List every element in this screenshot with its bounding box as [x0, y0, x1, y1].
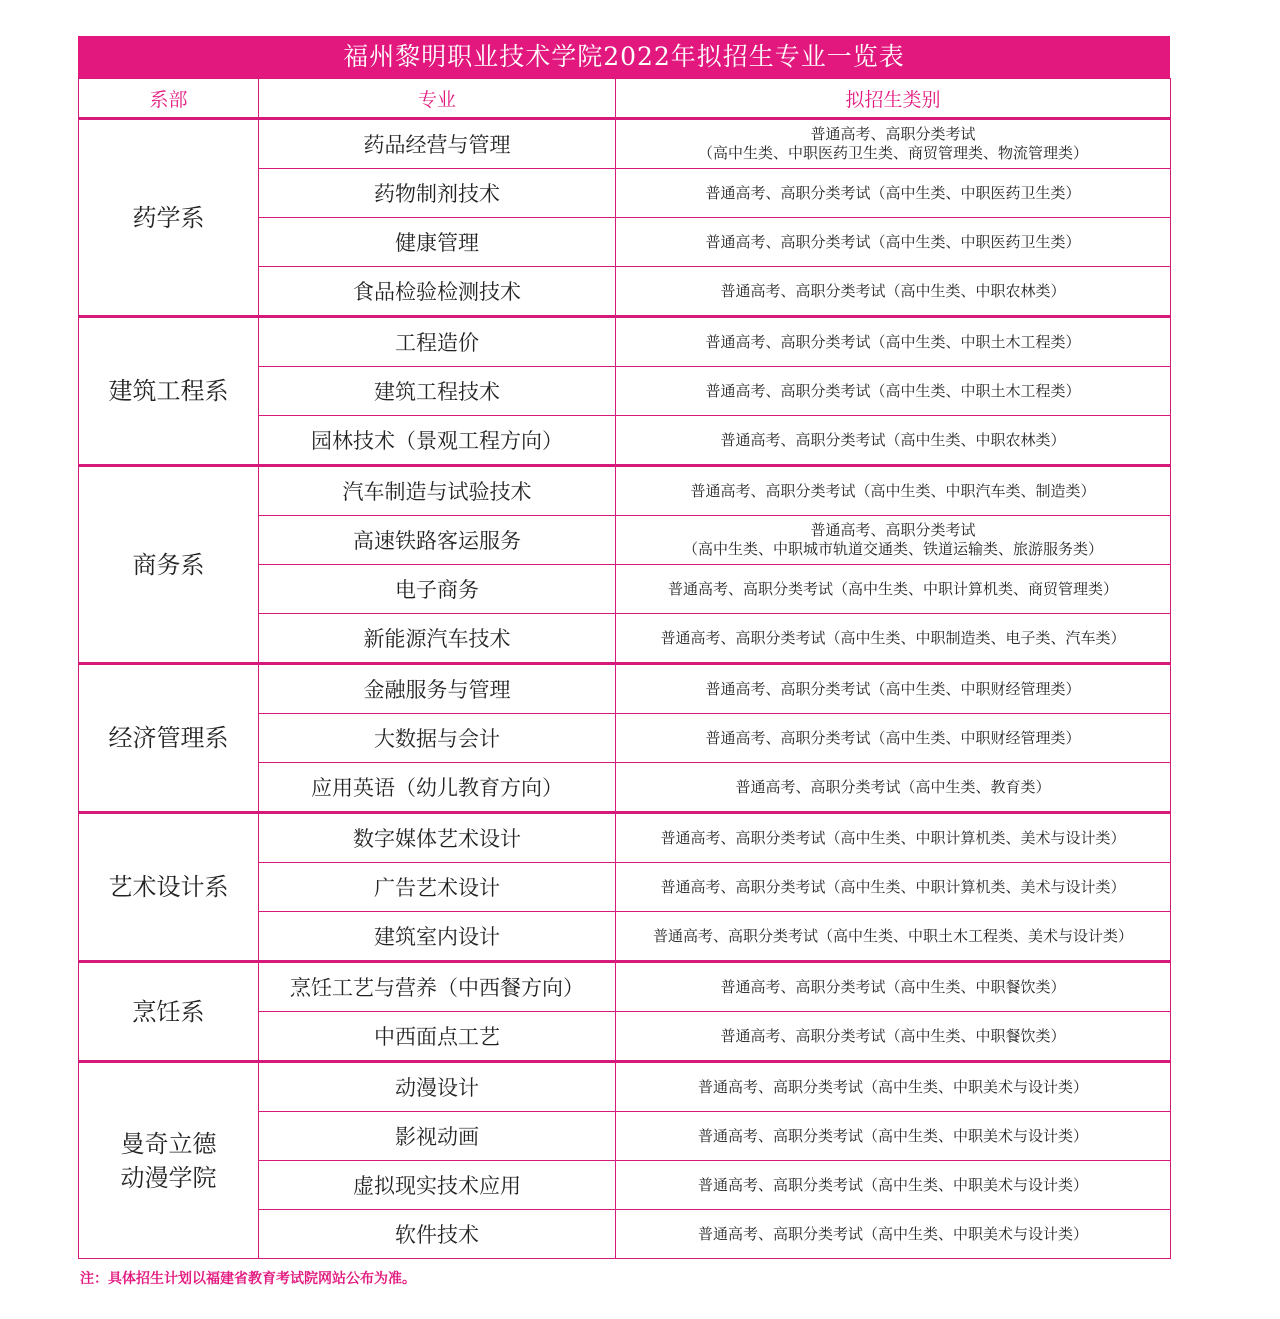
dept-name: 建筑工程系	[108, 377, 229, 405]
category-line: 普通高考、高职分类考试（高中生类、中职财经管理类）	[705, 728, 1081, 747]
category-line: 普通高考、高职分类考试（高中生类、中职美术与设计类）	[697, 1224, 1088, 1243]
category-line: 普通高考、高职分类考试（高中生类、中职餐饮类）	[720, 977, 1066, 996]
major-cell: 应用英语（幼儿教育方向）	[259, 763, 616, 813]
category-line: 普通高考、高职分类考试（高中生类、中职土木工程类）	[705, 332, 1081, 351]
category-cell	[616, 317, 1171, 367]
category-cell	[616, 466, 1171, 516]
category-line: 普通高考、高职分类考试（高中生类、中职汽车类、制造类）	[690, 481, 1096, 500]
table-row	[79, 962, 1171, 1012]
dept-cell	[79, 962, 259, 1062]
category-cell	[616, 1062, 1171, 1112]
category-cell	[616, 119, 1171, 169]
table-row	[79, 317, 1171, 367]
category-line: （高中生类、中职医药卫生类、商贸管理类、物流管理类）	[697, 144, 1088, 162]
category-cell	[616, 912, 1171, 962]
header-major: 专业	[259, 79, 616, 119]
category-cell	[616, 416, 1171, 466]
category-cell	[616, 1210, 1171, 1259]
dept-cell	[79, 1062, 259, 1259]
category-line: 普通高考、高职分类考试（高中生类、中职土木工程类、美术与设计类）	[652, 926, 1133, 945]
majors-table	[78, 78, 1171, 1259]
major-cell: 药品经营与管理	[259, 119, 616, 169]
category-cell	[616, 565, 1171, 614]
category-cell	[616, 367, 1171, 416]
category-line: 普通高考、高职分类考试	[810, 125, 976, 143]
category-cell	[616, 218, 1171, 267]
major-cell: 金融服务与管理	[259, 664, 616, 714]
dept-cell	[79, 119, 259, 317]
dept-name: 艺术设计系	[108, 873, 229, 901]
dept-cell	[79, 664, 259, 813]
category-cell	[616, 863, 1171, 912]
header-dept: 系部	[79, 79, 259, 119]
major-cell: 汽车制造与试验技术	[259, 466, 616, 516]
major-cell: 新能源汽车技术	[259, 614, 616, 664]
major-cell: 虚拟现实技术应用	[259, 1161, 616, 1210]
dept-name: 曼奇立德	[120, 1129, 217, 1158]
table-header-row	[79, 79, 1171, 119]
dept-name: 烹饪系	[132, 997, 205, 1026]
category-line: 普通高考、高职分类考试（高中生类、中职计算机类、美术与设计类）	[660, 828, 1126, 847]
category-line: 普通高考、高职分类考试（高中生类、中职土木工程类）	[705, 381, 1081, 400]
category-line: （高中生类、中职城市轨道交通类、铁道运输类、旅游服务类）	[682, 540, 1103, 558]
category-cell	[616, 1161, 1171, 1210]
category-cell	[616, 169, 1171, 218]
category-line: 普通高考、高职分类考试（高中生类、中职美术与设计类）	[697, 1175, 1088, 1194]
category-cell	[616, 763, 1171, 813]
major-cell: 建筑工程技术	[259, 367, 616, 416]
major-cell: 药物制剂技术	[259, 169, 616, 218]
major-cell: 动漫设计	[259, 1062, 616, 1112]
category-line: 普通高考、高职分类考试（高中生类、中职医药卫生类）	[705, 232, 1081, 251]
category-line: 普通高考、高职分类考试（高中生类、中职医药卫生类）	[705, 183, 1081, 202]
major-cell: 建筑室内设计	[259, 912, 616, 962]
dept-name: 动漫学院	[120, 1163, 217, 1192]
dept-cell	[79, 813, 259, 962]
category-line: 普通高考、高职分类考试（高中生类、中职美术与设计类）	[697, 1077, 1088, 1096]
category-line: 普通高考、高职分类考试（高中生类、中职计算机类、商贸管理类）	[667, 579, 1118, 598]
major-cell: 中西面点工艺	[259, 1012, 616, 1062]
category-line: 普通高考、高职分类考试（高中生类、中职农林类）	[720, 430, 1066, 449]
header-category: 拟招生类别	[616, 79, 1171, 119]
category-cell	[616, 267, 1171, 317]
category-cell	[616, 714, 1171, 763]
major-cell: 园林技术（景观工程方向）	[259, 416, 616, 466]
table-row	[79, 119, 1171, 169]
category-cell	[616, 813, 1171, 863]
major-cell: 高速铁路客运服务	[259, 516, 616, 565]
dept-name: 经济管理系	[108, 724, 229, 752]
dept-cell	[79, 317, 259, 466]
category-line: 普通高考、高职分类考试（高中生类、中职美术与设计类）	[697, 1126, 1088, 1145]
major-cell: 数字媒体艺术设计	[259, 813, 616, 863]
dept-cell	[79, 466, 259, 664]
table-row	[79, 664, 1171, 714]
major-cell: 影视动画	[259, 1112, 616, 1161]
category-cell	[616, 1112, 1171, 1161]
major-cell: 电子商务	[259, 565, 616, 614]
dept-name: 药学系	[132, 203, 205, 232]
major-cell: 工程造价	[259, 317, 616, 367]
category-line: 普通高考、高职分类考试	[810, 521, 976, 539]
major-cell: 食品检验检测技术	[259, 267, 616, 317]
category-cell	[616, 664, 1171, 714]
major-cell: 软件技术	[259, 1210, 616, 1259]
table-row	[79, 466, 1171, 516]
category-line: 普通高考、高职分类考试（高中生类、中职餐饮类）	[720, 1026, 1066, 1045]
category-line: 普通高考、高职分类考试（高中生类、中职财经管理类）	[705, 679, 1081, 698]
major-cell: 大数据与会计	[259, 714, 616, 763]
category-cell	[616, 614, 1171, 664]
category-line: 普通高考、高职分类考试（高中生类、中职制造类、电子类、汽车类）	[660, 628, 1126, 647]
category-line: 普通高考、高职分类考试（高中生类、教育类）	[735, 777, 1051, 796]
category-line: 普通高考、高职分类考试（高中生类、中职计算机类、美术与设计类）	[660, 877, 1126, 896]
category-cell	[616, 962, 1171, 1012]
dept-name: 商务系	[132, 550, 205, 579]
table-row	[79, 1062, 1171, 1112]
table-body	[79, 119, 1171, 1259]
page-title: 福州黎明职业技术学院2022年拟招生专业一览表	[78, 36, 1170, 78]
table-row	[79, 813, 1171, 863]
footnote: 注：具体招生计划以福建省教育考试院网站公布为准。	[80, 1271, 416, 1287]
major-cell: 健康管理	[259, 218, 616, 267]
category-line: 普通高考、高职分类考试（高中生类、中职农林类）	[720, 281, 1066, 300]
category-cell	[616, 1012, 1171, 1062]
major-cell: 广告艺术设计	[259, 863, 616, 912]
admissions-table-container	[78, 36, 1170, 1259]
major-cell: 烹饪工艺与营养（中西餐方向）	[259, 962, 616, 1012]
category-cell	[616, 516, 1171, 565]
